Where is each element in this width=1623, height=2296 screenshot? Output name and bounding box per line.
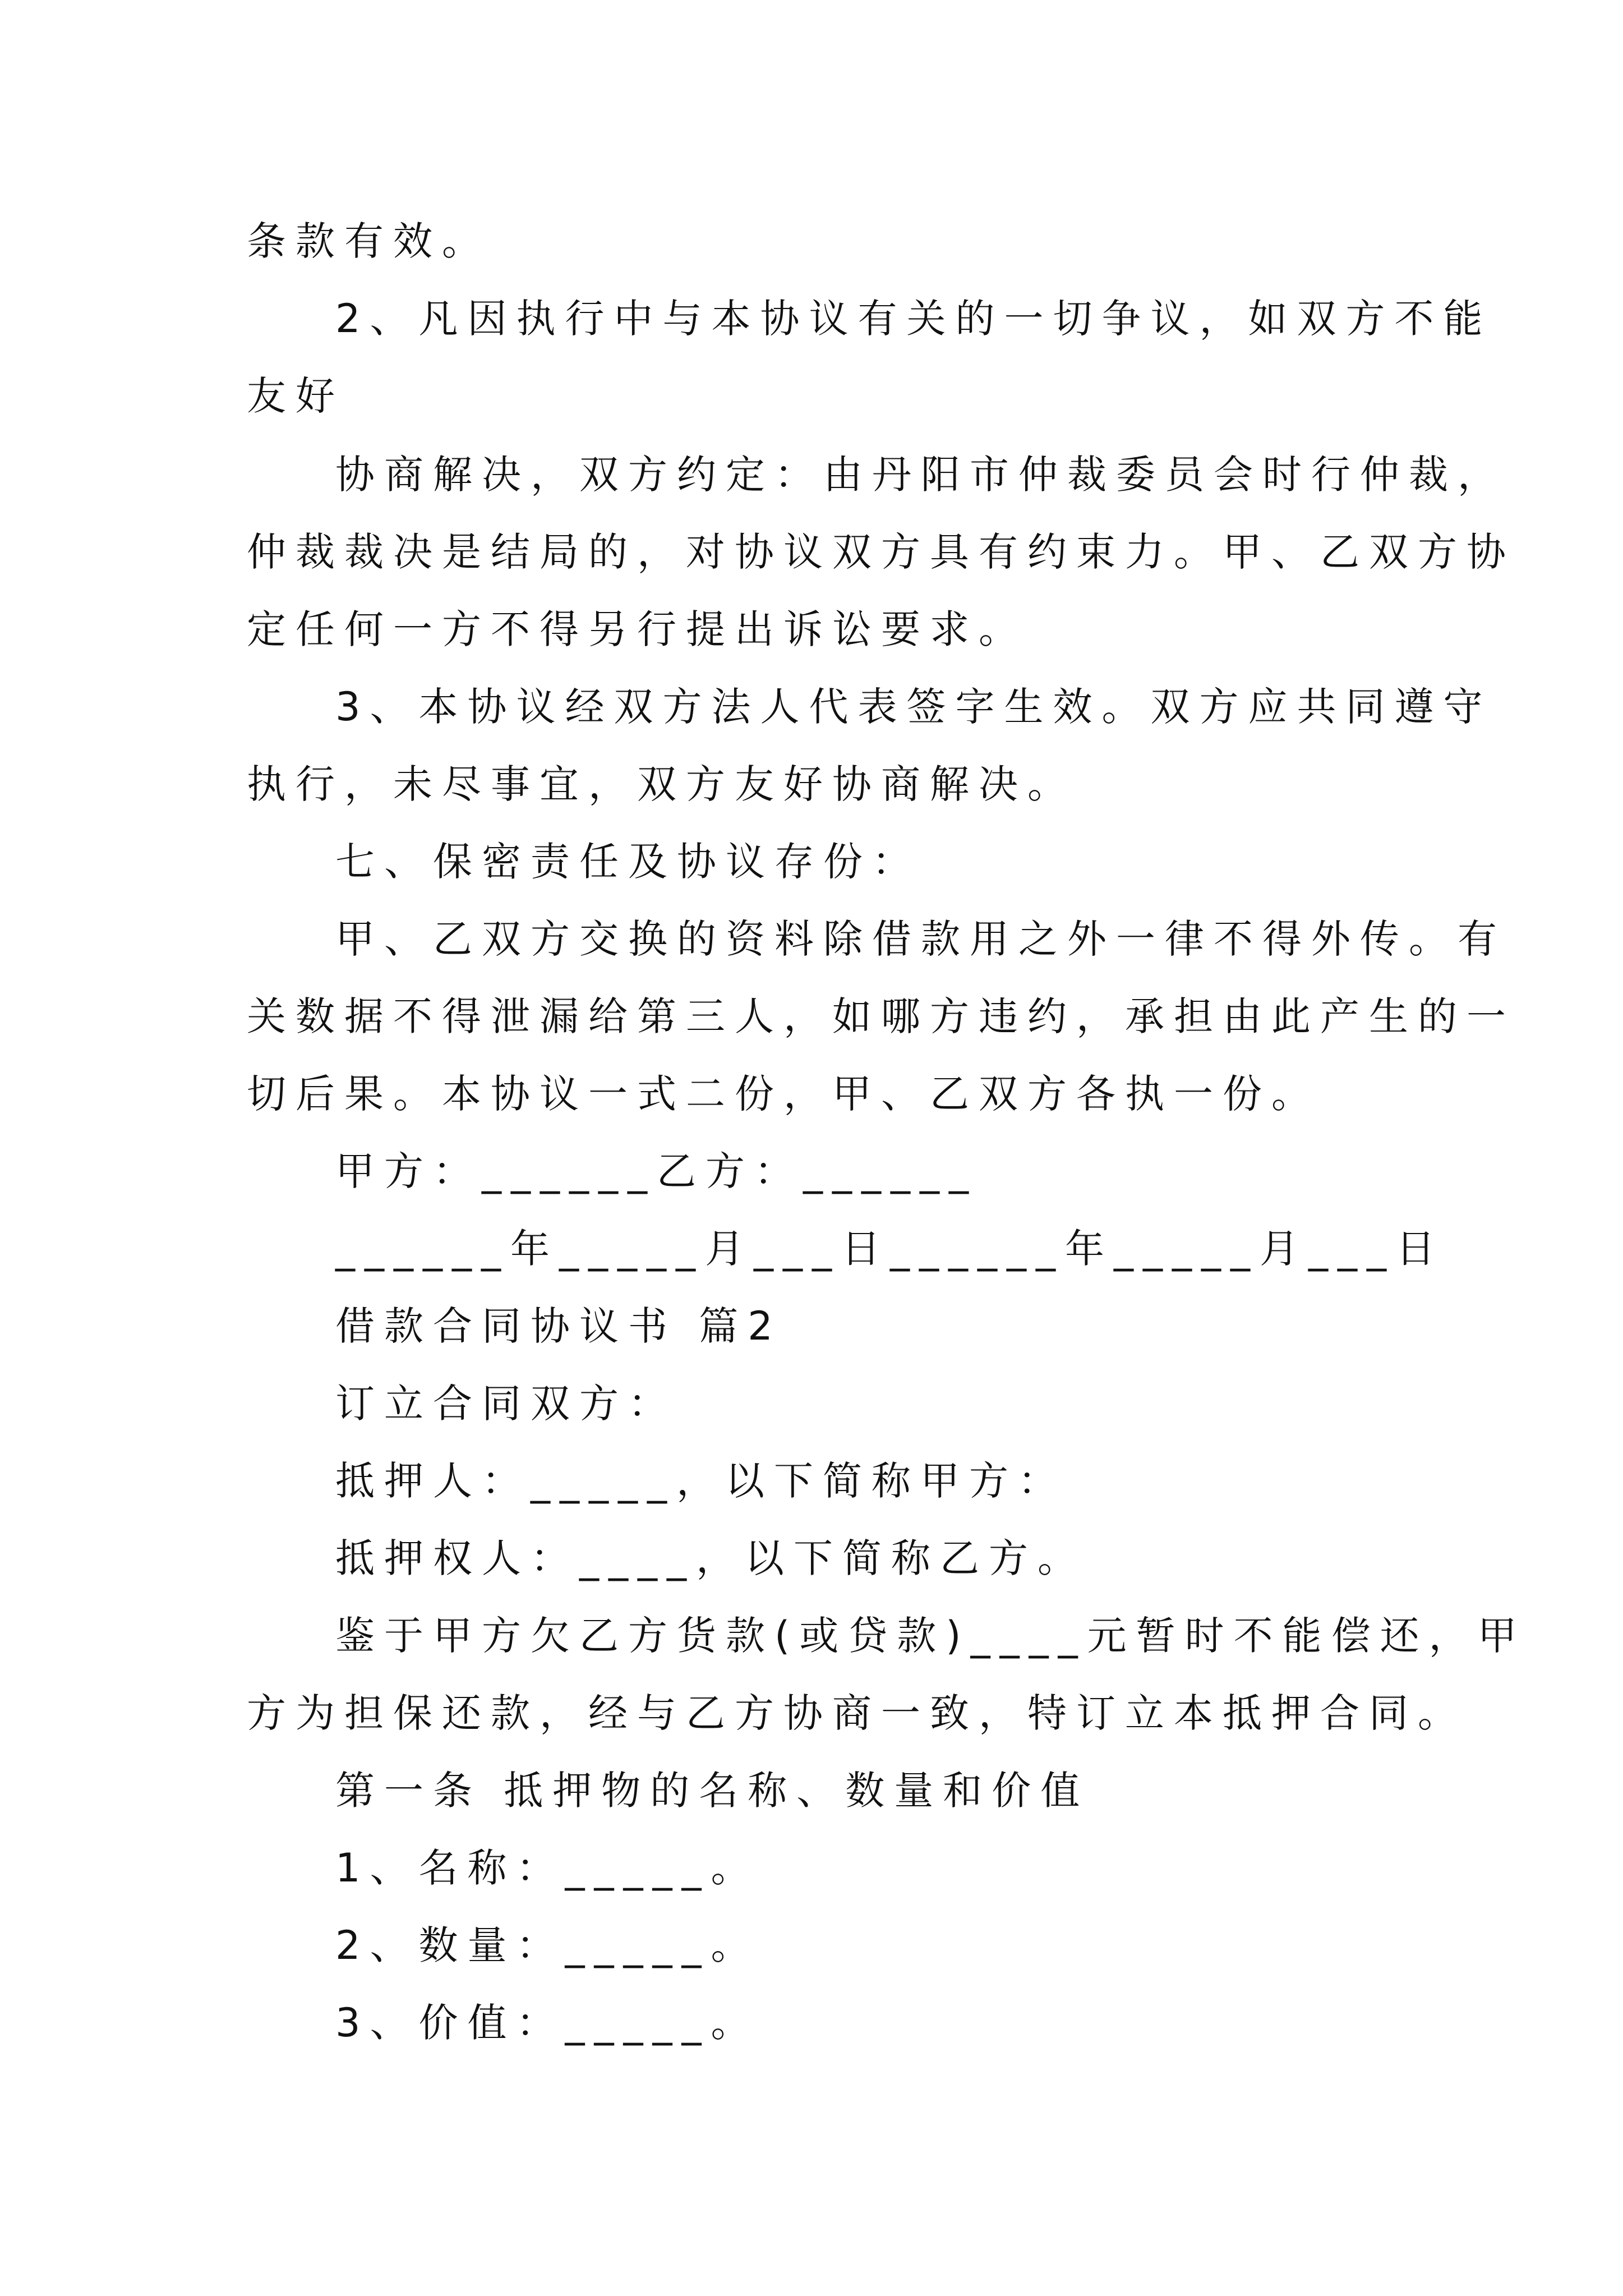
text-line-8: 执行，未尽事宜，双方友好协商解决。 xyxy=(247,761,1076,807)
date-line: ______年_____月___日______年_____月___日 xyxy=(335,1226,1445,1272)
text-line-10: 甲、乙双方交换的资料除借款用之外一律不得外传。有 xyxy=(335,916,1506,962)
text-line-6: 定任何一方不得另行提出诉讼要求。 xyxy=(247,606,1027,652)
text-line-4: 协商解决，双方约定：由丹阳市仲裁委员会时行仲裁， xyxy=(335,452,1506,498)
section-title-part-2: 借款合同协议书 篇2 xyxy=(335,1303,782,1349)
text-line-7: 3、本协议经双方法人代表签字生效。双方应共同遵守 xyxy=(335,684,1492,730)
text-line-11: 关数据不得泄漏给第三人，如哪方违约，承担由此产生的一 xyxy=(247,993,1515,1039)
text-line-19: 鉴于甲方欠乙方货款(或贷款)____元暂时不能偿还，甲 xyxy=(335,1613,1527,1659)
text-line-3: 友好 xyxy=(247,373,344,419)
text-line-16: 订立合同双方： xyxy=(335,1381,677,1427)
item-quantity-line: 2、数量：_____。 xyxy=(335,1922,760,1968)
text-line-20: 方为担保还款，经与乙方协商一致，特订立本抵押合同。 xyxy=(247,1690,1467,1736)
text-line-12: 切后果。本协议一式二份，甲、乙双方各执一份。 xyxy=(247,1071,1320,1117)
mortgagee-line: 抵押权人：____，以下简称乙方。 xyxy=(335,1535,1086,1581)
text-line-5: 仲裁裁决是结局的，对协议双方具有约束力。甲、乙双方协 xyxy=(247,529,1515,575)
signature-line: 甲方：______乙方：______ xyxy=(335,1148,978,1194)
item-name-line: 1、名称：_____。 xyxy=(335,1845,760,1891)
section-heading-confidentiality: 七、保密责任及协议存份： xyxy=(335,839,921,885)
item-value-line: 3、价值：_____。 xyxy=(335,2000,760,2046)
article-1-heading: 第一条 抵押物的名称、数量和价值 xyxy=(335,1768,1090,1814)
mortgagor-line: 抵押人：_____，以下简称甲方： xyxy=(335,1458,1067,1504)
text-line-1: 条款有效。 xyxy=(247,218,491,264)
text-line-2: 2、凡因执行中与本协议有关的一切争议，如双方不能 xyxy=(335,296,1492,342)
